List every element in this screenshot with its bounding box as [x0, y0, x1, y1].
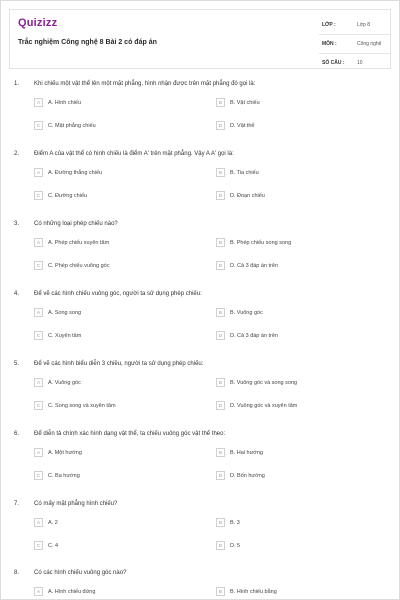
- option-label: B. Vật chiếu: [230, 99, 260, 106]
- option-label: C. Mặt phẳng chiếu: [48, 122, 96, 129]
- question-text: Có những loại phép chiếu nào?: [34, 221, 118, 227]
- answer-checkbox[interactable]: D: [216, 261, 225, 270]
- answer-checkbox[interactable]: C: [34, 121, 43, 130]
- answer-checkbox[interactable]: C: [34, 541, 43, 550]
- meta-value: Công nghệ: [357, 41, 382, 47]
- question-number: 4.: [14, 291, 20, 297]
- question-text: Có các hình chiếu vuông góc nào?: [34, 570, 127, 576]
- worksheet-header: [9, 9, 391, 69]
- answer-checkbox[interactable]: A: [34, 518, 43, 527]
- quizizz-logo[interactable]: Quizizz: [18, 17, 58, 29]
- meta-row-class: [319, 16, 391, 35]
- answer-checkbox[interactable]: B: [216, 238, 225, 247]
- meta-row-count: [319, 54, 391, 72]
- answer-checkbox[interactable]: D: [216, 331, 225, 340]
- option-label: B. Phép chiếu song song: [230, 239, 292, 246]
- option-label: B. 3: [230, 519, 240, 526]
- answer-checkbox[interactable]: D: [216, 471, 225, 480]
- option-label: B. Vuông góc: [230, 309, 263, 316]
- answer-checkbox[interactable]: A: [34, 448, 43, 457]
- question-item: [1, 570, 400, 600]
- answer-checkbox[interactable]: B: [216, 518, 225, 527]
- question-item: [1, 151, 400, 221]
- question-number: 8.: [14, 570, 20, 576]
- meta-value: 10: [357, 60, 363, 66]
- meta-key: MÔN :: [322, 41, 337, 47]
- answer-checkbox[interactable]: A: [34, 238, 43, 247]
- answer-checkbox[interactable]: D: [216, 121, 225, 130]
- option-label: D. Bốn hướng: [230, 472, 265, 479]
- option-label: C. Đường chiếu: [48, 192, 88, 199]
- option-label: B. Tia chiếu: [230, 169, 259, 176]
- answer-checkbox[interactable]: A: [34, 168, 43, 177]
- question-number: 7.: [14, 501, 20, 507]
- question-number: 6.: [14, 431, 20, 437]
- page-title: Trắc nghiệm Công nghệ 8 Bài 2 có đáp án: [18, 39, 157, 46]
- question-item: [1, 291, 400, 361]
- question-number: 1.: [14, 81, 20, 87]
- meta-row-subject: [319, 35, 391, 54]
- option-label: B. Hình chiếu bằng: [230, 588, 277, 595]
- option-label: B. Hai hướng: [230, 449, 263, 456]
- answer-checkbox[interactable]: B: [216, 587, 225, 596]
- question-text: Để vẽ các hình biểu diễn 3 chiều, người ta sử dụng phép chiếu:: [34, 361, 204, 367]
- option-label: A. 2: [48, 519, 58, 526]
- option-label: D. Vuông góc và xuyên tâm: [230, 402, 298, 409]
- option-label: A. Hình chiếu đứng: [48, 588, 96, 595]
- answer-checkbox[interactable]: A: [34, 98, 43, 107]
- answer-checkbox[interactable]: A: [34, 308, 43, 317]
- option-label: D. Cả 3 đáp án trên: [230, 262, 279, 269]
- meta-key: SỐ CÂU :: [322, 60, 345, 66]
- question-item: [1, 361, 400, 431]
- option-label: B. Vuông góc và song song: [230, 379, 298, 386]
- option-label: A. Phép chiếu xuyên tâm: [48, 239, 110, 246]
- option-label: C. Phép chiếu vuông góc: [48, 262, 110, 269]
- answer-checkbox[interactable]: C: [34, 261, 43, 270]
- option-label: A. Song song: [48, 309, 82, 316]
- option-label: A. Hình chiếu: [48, 99, 82, 106]
- question-item: [1, 501, 400, 571]
- option-label: D. 5: [230, 542, 241, 549]
- question-number: 5.: [14, 361, 20, 367]
- question-number: 3.: [14, 221, 20, 227]
- answer-checkbox[interactable]: C: [34, 191, 43, 200]
- meta-value: Lớp 8: [357, 22, 371, 28]
- option-label: D. Cả 3 đáp án trên: [230, 332, 279, 339]
- question-text: Để vẽ các hình chiếu vuông góc, người ta sử dụng phép chiếu:: [34, 291, 202, 297]
- option-label: C. 4: [48, 542, 59, 549]
- option-label: D. Đoạn chiếu: [230, 192, 265, 199]
- answer-checkbox[interactable]: D: [216, 191, 225, 200]
- option-label: C. Song song và xuyên tâm: [48, 402, 116, 409]
- answer-checkbox[interactable]: A: [34, 378, 43, 387]
- answer-checkbox[interactable]: A: [34, 587, 43, 596]
- option-label: A. Đường thẳng chiếu: [48, 169, 103, 176]
- question-item: [1, 221, 400, 291]
- answer-checkbox[interactable]: D: [216, 401, 225, 410]
- answer-checkbox[interactable]: C: [34, 331, 43, 340]
- answer-checkbox[interactable]: B: [216, 448, 225, 457]
- answer-checkbox[interactable]: C: [34, 401, 43, 410]
- answer-checkbox[interactable]: C: [34, 471, 43, 480]
- answer-checkbox[interactable]: B: [216, 308, 225, 317]
- answer-checkbox[interactable]: B: [216, 378, 225, 387]
- answer-checkbox[interactable]: B: [216, 168, 225, 177]
- question-text: Có mấy mặt phẳng hình chiếu?: [34, 501, 118, 507]
- question-text: Điểm A của vật thể có hình chiếu là điểm A' trên mặt phẳng. Vậy A A' gọi là:: [34, 151, 234, 157]
- question-item: [1, 81, 400, 151]
- answer-checkbox[interactable]: D: [216, 541, 225, 550]
- answer-checkbox[interactable]: B: [216, 98, 225, 107]
- meta-table: [319, 16, 391, 72]
- question-text: Để diễn tả chính xác hình dạng vật thể, ta chiếu vuông góc vật thể theo:: [34, 431, 226, 437]
- question-number: 2.: [14, 151, 20, 157]
- option-label: D. Vật thể: [230, 122, 255, 129]
- option-label: C. Ba hướng: [48, 472, 80, 479]
- option-label: A. Vuông góc: [48, 379, 81, 386]
- option-label: C. Xuyên tâm: [48, 332, 82, 339]
- question-item: [1, 431, 400, 501]
- option-label: A. Một hướng: [48, 449, 82, 456]
- meta-key: LỚP :: [322, 22, 336, 28]
- question-text: Khi chiếu một vật thể lên một mặt phẳng, hình nhận được trên mặt phẳng đó gọi là:: [34, 81, 256, 87]
